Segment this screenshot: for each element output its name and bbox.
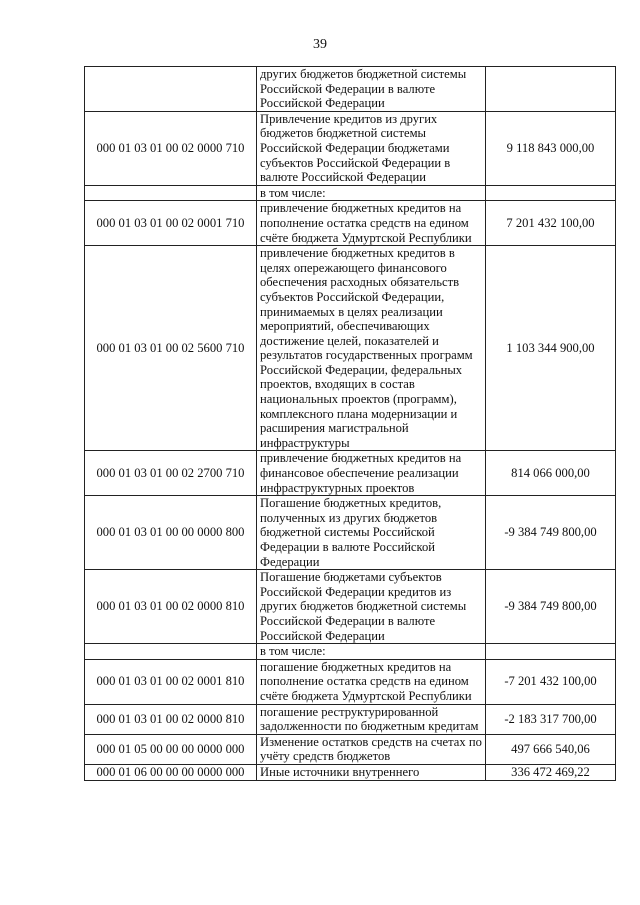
row-code: 000 01 03 01 00 00 0000 800 xyxy=(85,496,257,570)
row-code: 000 01 03 01 00 02 0000 710 xyxy=(85,111,257,185)
row-name: Иные источники внутреннего xyxy=(257,764,486,780)
row-name: в том числе: xyxy=(257,644,486,660)
row-code: 000 01 06 00 00 00 0000 000 xyxy=(85,764,257,780)
table-row xyxy=(85,201,616,246)
row-amount: 336 472 469,22 xyxy=(486,764,616,780)
row-name: Изменение остатков средств на счетах по учёту средств бюджетов xyxy=(257,734,486,764)
row-code xyxy=(85,644,257,660)
table-row xyxy=(85,644,616,660)
table-row xyxy=(85,764,616,780)
row-name: привлечение бюджетных кредитов в целях опережающего финансового обеспечения расходных обязательств субъектов Российской Федерации, принимаемых в целях реализации мероприятий, обеспечивающих достижение целей, показателей и результатов государственных программ Российской Федерации, федеральных проектов, входящих в состав национальных проектов (программ), комплексного плана модернизации и расширения магистральной инфраструктуры xyxy=(257,246,486,451)
page-number: 39 xyxy=(313,37,327,52)
row-amount: -9 384 749 800,00 xyxy=(486,496,616,570)
row-amount: 9 118 843 000,00 xyxy=(486,111,616,185)
row-amount xyxy=(486,185,616,201)
table-row xyxy=(85,734,616,764)
table-row xyxy=(85,704,616,734)
row-code xyxy=(85,67,257,112)
row-amount xyxy=(486,67,616,112)
row-code: 000 01 03 01 00 02 0000 810 xyxy=(85,704,257,734)
table-row xyxy=(85,451,616,496)
row-name: Погашение бюджетных кредитов, полученных из других бюджетов бюджетной системы Российской Федерации в валюте Российской Федерации xyxy=(257,496,486,570)
row-code: 000 01 03 01 00 02 5600 710 xyxy=(85,246,257,451)
row-code: 000 01 03 01 00 02 0001 810 xyxy=(85,659,257,704)
row-name: погашение бюджетных кредитов на пополнение остатка средств на едином счёте бюджета Удмуртской Республики xyxy=(257,659,486,704)
row-name: Погашение бюджетами субъектов Российской Федерации кредитов из других бюджетов бюджетной системы Российской Федерации в валюте Российской Федерации xyxy=(257,570,486,644)
table-row xyxy=(85,67,616,112)
table-row xyxy=(85,496,616,570)
row-code: 000 01 03 01 00 02 0000 810 xyxy=(85,570,257,644)
row-name: других бюджетов бюджетной системы Российской Федерации в валюте Российской Федерации xyxy=(257,67,486,112)
row-code: 000 01 03 01 00 02 0001 710 xyxy=(85,201,257,246)
row-name: привлечение бюджетных кредитов на финансовое обеспечение реализации инфраструктурных проектов xyxy=(257,451,486,496)
row-amount xyxy=(486,644,616,660)
row-code xyxy=(85,185,257,201)
row-code: 000 01 05 00 00 00 0000 000 xyxy=(85,734,257,764)
row-amount: -9 384 749 800,00 xyxy=(486,570,616,644)
row-amount: 1 103 344 900,00 xyxy=(486,246,616,451)
row-name: в том числе: xyxy=(257,185,486,201)
row-amount: -7 201 432 100,00 xyxy=(486,659,616,704)
table-row xyxy=(85,111,616,185)
row-amount: 814 066 000,00 xyxy=(486,451,616,496)
table-row xyxy=(85,185,616,201)
table-row xyxy=(85,246,616,451)
row-name: погашение реструктурированной задолженности по бюджетным кредитам xyxy=(257,704,486,734)
row-amount: -2 183 317 700,00 xyxy=(486,704,616,734)
row-code: 000 01 03 01 00 02 2700 710 xyxy=(85,451,257,496)
row-amount: 7 201 432 100,00 xyxy=(486,201,616,246)
budget-sources-table xyxy=(84,66,616,781)
table-row xyxy=(85,570,616,644)
row-amount: 497 666 540,06 xyxy=(486,734,616,764)
row-name: Привлечение кредитов из других бюджетов бюджетной системы Российской Федерации бюджетами субъектов Российской Федерации в валюте Российской Федерации xyxy=(257,111,486,185)
row-name: привлечение бюджетных кредитов на пополнение остатка средств на едином счёте бюджета Удмуртской Республики xyxy=(257,201,486,246)
table-row xyxy=(85,659,616,704)
